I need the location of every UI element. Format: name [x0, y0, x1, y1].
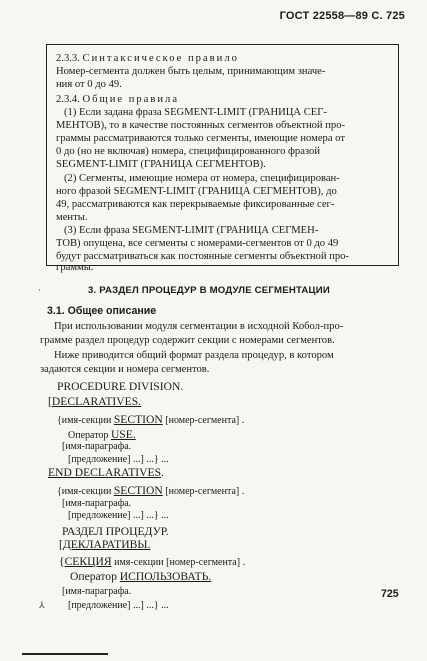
code-paragraph-name: [имя-параграфа. — [62, 586, 132, 597]
paragraph-line: грамме раздел процедур содержит секции с номерами сегментов. — [40, 335, 335, 346]
box-line: 0 до (но не включая) номера, специфицированного фразой — [56, 146, 320, 157]
code-sentence: [предложение] ...] ...} ... — [68, 600, 169, 611]
box-line: (3) Если фраза SEGMENT-LIMIT (ГРАНИЦА СЕГМЕН- — [64, 225, 319, 236]
clause-2-3-3: 2.3.3. Синтаксическое правило — [56, 53, 239, 64]
box-line: ТОВ) опущена, все сегменты с номерами-сегментов от 0 до 49 — [56, 238, 339, 249]
code-paragraph-name: [имя-параграфа. — [62, 498, 132, 509]
code-end-declaratives: END DECLARATIVES. — [48, 466, 164, 479]
scan-mark: ⅄ — [39, 600, 45, 610]
code-use-statement: Оператор USE. — [68, 428, 136, 441]
code-procedure-division: PROCEDURE DIVISION. — [57, 380, 184, 393]
code-declaratives: [DECLARATIVES. — [48, 395, 142, 408]
clause-title: Синтаксическое правило — [82, 53, 239, 64]
section-heading: 3. РАЗДЕЛ ПРОЦЕДУР В МОДУЛЕ СЕГМЕНТАЦИИ — [88, 285, 330, 296]
code-operator-ispolzovat: Оператор ИСПОЛЬЗОВАТЬ. — [70, 570, 212, 583]
box-line: SEGMENT-LIMIT (ГРАНИЦА СЕГМЕНТОВ). — [56, 159, 266, 170]
box-line: ния от 0 до 49. — [56, 79, 122, 90]
footnote-rule — [22, 653, 108, 655]
clause-title: Общие правила — [82, 94, 180, 105]
code-sekciya-line: {СЕКЦИЯ имя-секции [номер-сегмента] . — [59, 555, 246, 568]
box-line: Номер-сегмента должен быть целым, принимающим значе- — [56, 66, 326, 77]
code-razdel-procedur: РАЗДЕЛ ПРОЦЕДУР. — [62, 525, 169, 538]
box-line: МЕНТОВ), то в качестве постоянных сегментов объектной про- — [56, 120, 346, 131]
code-section-line: {имя-секции SECTION [номер-сегмента] . — [57, 413, 245, 426]
clause-2-3-4: 2.3.4. Общие правила — [56, 94, 180, 105]
box-line: (1) Если задана фраза SEGMENT-LIMIT (ГРАНИЦА СЕГ- — [64, 107, 327, 118]
box-line: 49, рассматриваются как перекрываемые фиксированные сег- — [56, 199, 335, 210]
box-line: менты. — [56, 212, 88, 223]
box-line: граммы. — [56, 262, 94, 273]
page-number: 725 — [381, 588, 399, 600]
box-line: граммы рассматриваются только сегменты, имеющие номера от — [56, 133, 345, 144]
scan-mark: · — [38, 285, 41, 295]
box-line: будут рассматриваться как постоянные сегменты объектной про- — [56, 251, 349, 262]
code-section-line: {имя-секции SECTION [номер-сегмента] . — [57, 484, 245, 497]
code-sentence: [предложение] ...] ...} ... — [68, 510, 169, 521]
paragraph-line: задаются секции и номера сегментов. — [40, 364, 210, 375]
code-sentence: [предложение] ...] ...} ... — [68, 454, 169, 465]
paragraph-line: Ниже приводится общий формат раздела процедур, в котором — [54, 350, 334, 361]
box-line: (2) Сегменты, имеющие номера от номера, специфицирован- — [64, 173, 340, 184]
paragraph-line: При использовании модуля сегментации в исходной Кобол-про- — [54, 321, 344, 332]
box-line: ного фразой SEGMENT-LIMIT (ГРАНИЦА СЕГМЕНТОВ), до — [56, 186, 337, 197]
running-header: ГОСТ 22558—89 С. 725 — [279, 10, 405, 22]
code-paragraph-name: [имя-параграфа. — [62, 441, 132, 452]
subheading: 3.1. Общее описание — [47, 305, 157, 317]
code-deklarativy: [ДЕКЛАРАТИВЫ. — [59, 538, 151, 551]
